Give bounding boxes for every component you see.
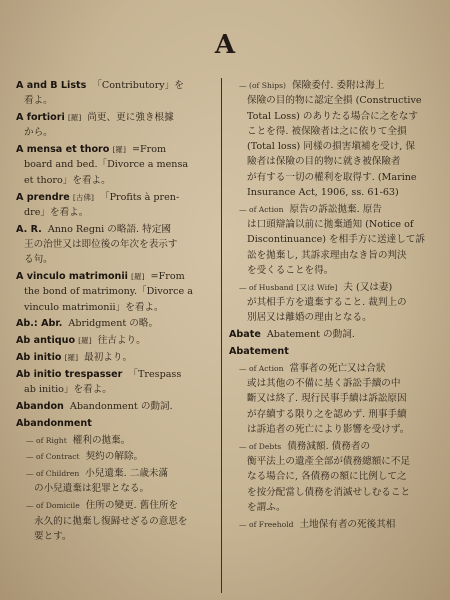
definition-line: が其相手方を遺棄すること. 裁判上の (247, 297, 407, 309)
definition-line: =From (131, 144, 167, 156)
dictionary-entry (229, 327, 434, 342)
definition-line: を按分配當し債務を消滅せしむること (247, 486, 411, 498)
definition-line: 權利の拋棄。 (72, 434, 131, 446)
definition-line: は口頭辯論以前に拋棄通知 (Notice of (247, 219, 414, 231)
headword: Abatement (229, 346, 289, 358)
sub-headword: — of Contract (26, 452, 80, 462)
headword: A vinculo matrimonii (16, 271, 128, 283)
definition-line: 王の治世又は即位後の年次を表示す (24, 238, 178, 250)
sub-entry (16, 498, 216, 544)
definition-line: board and bed.「Divorce a mensa (24, 159, 189, 171)
definition-line: Discontinuance) を相手方に送達して訴 (247, 234, 425, 246)
headword: A and B Lists (16, 80, 87, 91)
language-tag: [古佛] (72, 192, 94, 202)
headword: A prendre (16, 191, 70, 203)
definition-line: Total Loss) のありたる場合に之をなす (247, 110, 419, 122)
dictionary-entry (16, 222, 216, 268)
headword: Abandon (16, 400, 64, 412)
dictionary-entry (16, 110, 216, 141)
definition-line: vinculo matrimonii」を看よ。 (24, 301, 164, 313)
dictionary-entry (16, 269, 216, 315)
definition-line: が有する一切の權利を取得す. (Marine (247, 171, 417, 183)
definition-line: 契約の解除。 (85, 451, 144, 463)
definition-line: (Total loss) 同樣の損害塡補を受け, 保 (247, 141, 415, 153)
dictionary-entry (16, 190, 216, 221)
sub-headword: — of Right (26, 435, 67, 445)
definition-line: 保險の目的物に認定全損 (Constructive (247, 95, 422, 107)
sub-entry (229, 439, 434, 515)
dictionary-entry (16, 367, 216, 398)
definition-line: なる場合に, 各債務の額に比例して之 (247, 471, 407, 483)
definition-line: 衡平法上の遺產全部が債務總額に不足 (247, 456, 411, 468)
sub-headword: — of Domicile (26, 501, 80, 511)
dictionary-entry (16, 316, 216, 331)
definition-line: et thoro」を看よ。 (24, 174, 111, 186)
headword: Ab initio (16, 352, 62, 364)
sub-headword: — of Action (239, 204, 284, 214)
language-tag: [羅] (131, 272, 145, 282)
definition-line: the bond of matrimony.「Divorce a (24, 286, 193, 298)
language-tag: [羅] (78, 336, 92, 346)
definition-line: を謂ふ。 (247, 502, 286, 514)
definition-line: Insurance Act, 1906, ss. 61-63) (247, 187, 399, 199)
headword: A. R. (16, 223, 42, 235)
language-tag: [羅] (112, 145, 126, 155)
dictionary-entry (229, 344, 434, 359)
sub-entry (16, 449, 216, 464)
right-column (229, 78, 434, 534)
column-divider (221, 78, 222, 593)
definition-line: 「Contributory」を (92, 80, 184, 91)
sub-entry (16, 433, 216, 448)
definition-line: 險者は保險の目的物に就き被保險者 (247, 156, 401, 168)
section-letter-heading: A (214, 30, 236, 60)
sub-entry (229, 78, 434, 200)
sub-entry (229, 361, 434, 437)
definition-line: Abatement の動詞. (266, 329, 355, 341)
left-column (16, 78, 216, 546)
language-tag: [羅] (64, 353, 79, 363)
definition-line: dre」を看よ。 (24, 206, 89, 218)
dictionary-entry (16, 333, 216, 348)
definition-line: 要とす。 (34, 530, 72, 542)
sub-headword: — of Husband (239, 282, 294, 292)
headword: Ab antiquo (16, 335, 76, 347)
definition-line: 最初より。 (84, 352, 133, 364)
dictionary-entry (16, 416, 216, 431)
definition-line: Anno Regni の略語. 特定國 (47, 223, 171, 235)
definition-line: は訴追者の死亡により影響を受けず。 (247, 424, 410, 436)
headword: Abate (229, 329, 261, 341)
sub-entry (16, 466, 216, 497)
definition-line: 夫 (又は妻) (343, 281, 393, 293)
headword: Ab initio trespasser (16, 368, 123, 380)
definition-line: を受くることを得。 (247, 265, 334, 277)
definition-line: Abridgment の略。 (68, 318, 159, 330)
definition-line: 住所の變更. 舊住所を (85, 500, 179, 512)
definition-line: 保險委付. 委附は海上 (292, 80, 385, 91)
language-tag: [又は Wife] (296, 282, 338, 292)
definition-line: 斷又は終了. 現行民事手續は訴訟原因 (247, 393, 407, 405)
definition-line: ことを得. 被保險者は之に依りて全損 (247, 125, 407, 137)
sub-entry (229, 280, 434, 326)
definition-line: 土地保有者の死後其相 (299, 518, 396, 530)
headword: Ab.: Abr. (16, 318, 63, 330)
definition-line: =From (150, 271, 185, 283)
definition-line: 往古より。 (97, 335, 146, 347)
headword: A mensa et thoro (16, 144, 110, 156)
definition-line: 當事者の死亡又は合狀 (289, 362, 386, 374)
headword: Abandonment (16, 417, 92, 429)
language-tag: [羅] (67, 113, 82, 123)
definition-line: Abandonment の動詞. (69, 400, 173, 412)
sub-headword: — (of Ships) (239, 81, 287, 90)
definition-line: 永久的に拋棄し復歸せざるの意思を (34, 515, 188, 527)
definition-line: 「Trespass (128, 368, 182, 380)
dictionary-entry (16, 350, 216, 365)
dictionary-entry (16, 78, 216, 109)
sub-headword: — of Children (26, 469, 80, 479)
definition-line: 原告の訴訟拋棄. 原告 (289, 203, 382, 215)
dictionary-entry (16, 399, 216, 414)
sub-entry (229, 517, 434, 532)
definition-line: 尚更、更に強き根據 (87, 112, 174, 124)
definition-line: 看よ。 (24, 95, 53, 107)
definition-line: ab initio」を看よ。 (24, 384, 112, 396)
definition-line: 別居又は離婚の理由となる。 (247, 312, 372, 324)
definition-line: 或は其他の不備に基く訴訟手續の中 (247, 378, 401, 390)
definition-line: が存續する限り之を認めず. 刑事手續 (247, 408, 407, 420)
definition-line: 「Profits à pren- (100, 191, 180, 203)
definition-line: 小兒遺棄. 二歳未滿 (85, 468, 169, 480)
headword: A fortiori (16, 112, 65, 124)
definition-line: 訟を拋棄し, 其訴求理由なき旨の判決 (247, 249, 407, 261)
sub-entry (229, 202, 434, 278)
definition-line: の小兒遺棄は犯罪となる。 (34, 483, 150, 495)
definition-line: から。 (24, 127, 53, 139)
dictionary-entry (16, 142, 216, 188)
sub-headword: — of Action (239, 363, 284, 373)
definition-line: 債務減額. 債務者の (287, 440, 371, 452)
sub-headword: — of Debts (239, 441, 282, 451)
sub-headword: — of Freehold (239, 519, 294, 529)
definition-line: る句。 (24, 254, 53, 266)
